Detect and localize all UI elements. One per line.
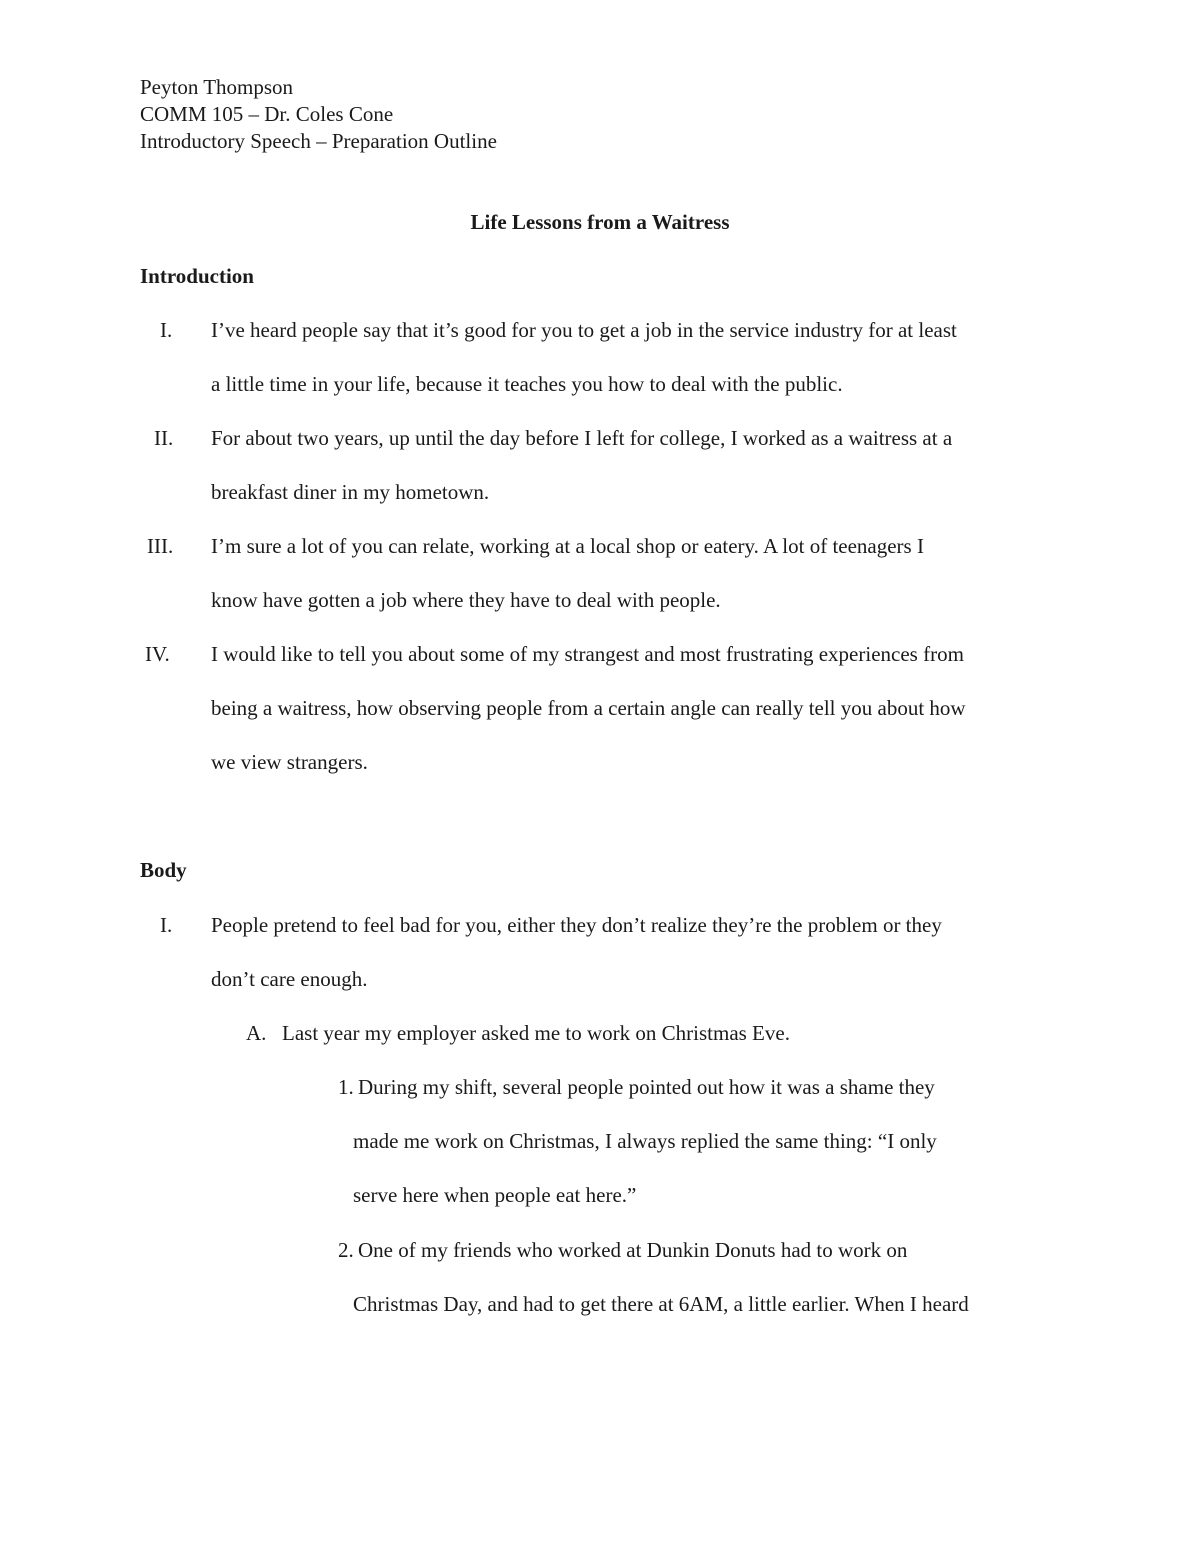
body-point-number-2: 2. (338, 1238, 354, 1262)
intro-item-2-line-1: For about two years, up until the day before I left for college, I worked as a waitress at a (211, 426, 953, 450)
body-point-1-line-3: serve here when people eat here.” (353, 1183, 637, 1207)
intro-item-2-line-2: breakfast diner in my hometown. (211, 480, 490, 504)
intro-item-4-line-3: we view strangers. (211, 750, 368, 774)
body-item-1-line-2: don’t care enough. (211, 967, 368, 991)
body-point-2-line-1: One of my friends who worked at Dunkin Donuts had to work on (358, 1238, 908, 1262)
intro-numeral-2: II. (154, 426, 174, 450)
document-title: Life Lessons from a Waitress (470, 210, 730, 234)
body-numeral-1: I. (160, 913, 173, 937)
intro-item-1-line-1: I’ve heard people say that it’s good for you to get a job in the service industry for at least (211, 318, 957, 342)
intro-item-3-line-1: I’m sure a lot of you can relate, working at a local shop or eatery. A lot of teenagers I (211, 534, 924, 558)
body-heading: Body (140, 858, 187, 882)
body-item-1-line-1: People pretend to feel bad for you, either they don’t realize they’re the problem or they (211, 913, 942, 937)
body-point-number-1: 1. (338, 1075, 354, 1099)
intro-item-4-line-2: being a waitress, how observing people from a certain angle can really tell you about how (211, 696, 966, 720)
body-sub-letter-a: A. (246, 1021, 267, 1045)
author-name: Peyton Thompson (140, 75, 294, 99)
intro-item-1-line-2: a little time in your life, because it teaches you how to deal with the public. (211, 372, 843, 396)
intro-item-3-line-2: know have gotten a job where they have to deal with people. (211, 588, 721, 612)
intro-numeral-4: IV. (145, 642, 170, 666)
introduction-heading: Introduction (140, 264, 254, 288)
intro-numeral-1: I. (160, 318, 173, 342)
body-point-2-line-2: Christmas Day, and had to get there at 6AM, a little earlier. When I heard (353, 1292, 969, 1316)
course-info: COMM 105 – Dr. Coles Cone (140, 102, 394, 126)
body-point-1-line-1: During my shift, several people pointed out how it was a shame they (358, 1075, 935, 1099)
intro-numeral-3: III. (147, 534, 174, 558)
body-sub-a-text: Last year my employer asked me to work on Christmas Eve. (282, 1021, 790, 1045)
assignment-title: Introductory Speech – Preparation Outline (140, 129, 497, 153)
intro-item-4-line-1: I would like to tell you about some of my strangest and most frustrating experiences from (211, 642, 964, 666)
body-point-1-line-2: made me work on Christmas, I always replied the same thing: “I only (353, 1129, 937, 1153)
